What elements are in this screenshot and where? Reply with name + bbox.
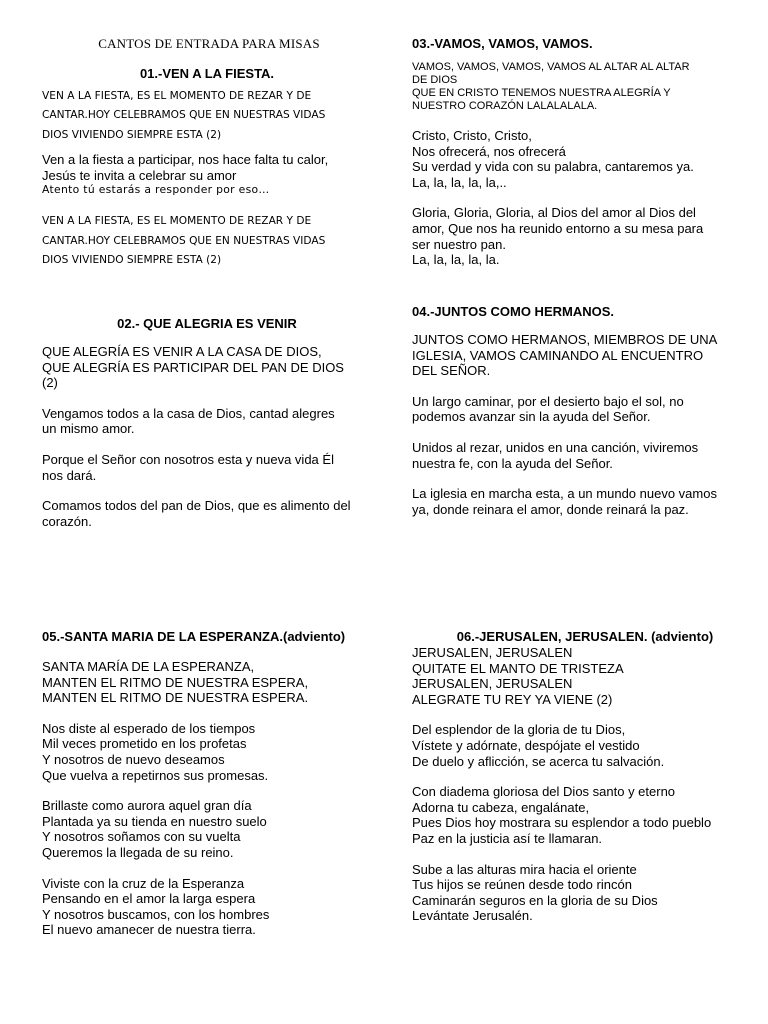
song-02-verse-3: Comamos todos del pan de Dios, que es alimento del corazón.: [42, 498, 351, 529]
song-02-chorus: QUE ALEGRÍA ES VENIR A LA CASA DE DIOS, QUE ALEGRÍA ES PARTICIPAR DEL PAN DE DIOS (2): [42, 344, 344, 391]
song-05-verse-1: Nos diste al esperado de los tiempos Mil veces prometido en los profetas Y nosotros de nuevo deseamos Que vuelva a repetirnos sus promesas.: [42, 720, 269, 783]
song-03-verse-1: Cristo, Cristo, Cristo, Nos ofrecerá, nos ofrecerá Su verdad y vida con su palabra, cantaremos ya. La, la, la, la, la,..: [412, 128, 694, 190]
song-06-title: 06.-JERUSALEN, JERUSALEN. (adviento): [456, 629, 714, 644]
song-01-verse-end: Atento tú estarás a responder por eso…: [42, 183, 270, 197]
song-03: [412, 36, 752, 268]
song-02: [42, 316, 372, 529]
song-03-title: 03.-VAMOS, VAMOS, VAMOS.: [412, 36, 593, 51]
song-01-chorus: VEN A LA FIESTA, ES EL MOMENTO DE REZAR Y DE CANTAR.HOY CELEBRAMOS QUE EN NUESTRAS VIDAS DIOS VIVIENDO SIEMPRE ESTA (2): [42, 89, 326, 141]
song-04: [412, 304, 752, 517]
song-05: [42, 629, 382, 938]
song-06-chorus: JERUSALEN, JERUSALEN QUITATE EL MANTO DE TRISTEZA JERUSALEN, JERUSALEN ALEGRATE TU REY YA VIENE (2): [412, 645, 624, 707]
song-01-chorus-repeat: VEN A LA FIESTA, ES EL MOMENTO DE REZAR Y DE CANTAR.HOY CELEBRAMOS QUE EN NUESTRAS VIDAS DIOS VIVIENDO SIEMPRE ESTA (2): [42, 215, 326, 267]
song-04-verse-1: Un largo caminar, por el desierto bajo el sol, no podemos avanzar sin la ayuda del Señor.: [412, 393, 684, 425]
song-02-title: 02.- QUE ALEGRIA ES VENIR: [117, 316, 297, 331]
song-02-verse-2: Porque el Señor con nosotros esta y nueva vida Él nos dará.: [42, 451, 334, 483]
song-06-verse-3: Sube a las alturas mira hacia el oriente Tus hijos se reúnen desde todo rincón Caminarán seguros en la gloria de su Dios Levántate Jerusalén.: [412, 861, 658, 924]
song-06-verse-2: Con diadema gloriosa del Dios santo y eterno Adorna tu cabeza, engalánate, Pues Dios hoy mostrara su esplendor a todo pueblo Paz en la justicia así te llamaran.: [412, 784, 712, 846]
song-01-verse: Ven a la fiesta a participar, nos hace falta tu calor, Jesús te invita a celebrar su amor: [42, 152, 329, 183]
song-04-verse-3: La iglesia en marcha esta, a un mundo nuevo vamos ya, donde reinara el amor, donde reinará la paz.: [412, 486, 717, 517]
document-title: CANTOS DE ENTRADA PARA MISAS: [98, 36, 320, 51]
song-06-verse-1: Del esplendor de la gloria de tu Dios, Vístete y adórnate, despójate el vestido De duelo y aflicción, se acerca tu salvación.: [412, 722, 665, 769]
song-03-verse-2: Gloria, Gloria, Gloria, al Dios del amor al Dios del amor, Que nos ha reunido entorno a su mesa para ser nuestro pan. La, la, la, la, la.: [412, 205, 704, 268]
song-02-verse-1: Vengamos todos a la casa de Dios, cantad alegres un mismo amor.: [42, 405, 335, 437]
song-05-verse-2: Brillaste como aurora aquel gran día Plantada ya su tienda en nuestro suelo Y nosotros soñamos con su vuelta Queremos la llegada de su reino.: [42, 798, 267, 860]
song-05-title: 05.-SANTA MARIA DE LA ESPERANZA.(adviento): [42, 629, 346, 644]
left-column: [42, 36, 372, 271]
song-06: [412, 629, 752, 924]
song-04-chorus: JUNTOS COMO HERMANOS, MIEMBROS DE UNA IGLESIA, VAMOS CAMINANDO AL ENCUENTRO DEL SEÑOR.: [412, 332, 718, 379]
song-04-verse-2: Unidos al rezar, unidos en una canción, viviremos nuestra fe, con la ayuda del Señor.: [412, 439, 699, 471]
song-03-chorus: VAMOS, VAMOS, VAMOS, VAMOS AL ALTAR AL ALTAR DE DIOS QUE EN CRISTO TENEMOS NUESTRA ALEGRÍA Y NUESTRO CORAZÓN LALALALALA.: [412, 61, 690, 112]
song-05-chorus: SANTA MARÍA DE LA ESPERANZA, MANTEN EL RITMO DE NUESTRA ESPERA, MANTEN EL RITMO DE NUESTRA ESPERA.: [42, 659, 309, 706]
song-05-verse-3: Viviste con la cruz de la Esperanza Pensando en el amor la larga espera Y nosotros buscamos, con los hombres El nuevo amanecer de nuestra tierra.: [42, 875, 270, 938]
song-04-title: 04.-JUNTOS COMO HERMANOS.: [412, 304, 615, 319]
song-01-title: 01.-VEN A LA FIESTA.: [139, 65, 275, 81]
